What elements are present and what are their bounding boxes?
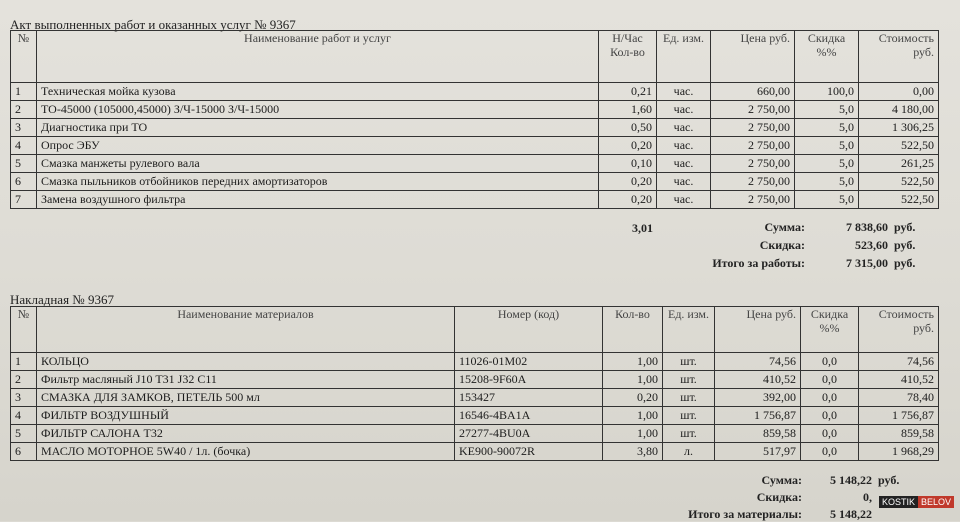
works-cell-unit: час. xyxy=(657,155,711,173)
materials-cell-unit: шт. xyxy=(663,353,715,371)
works-cell-cost: 4 180,00 xyxy=(859,101,939,119)
works-total-value: 7 315,00 xyxy=(846,256,888,270)
works-cell-num: 3 xyxy=(11,119,37,137)
materials-row xyxy=(11,353,939,371)
materials-sum-currency: руб. xyxy=(878,473,900,487)
works-discount-value: 523,60 xyxy=(855,238,888,252)
materials-cell-discount: 0,0 xyxy=(801,407,859,425)
materials-cell-price: 410,52 xyxy=(715,371,801,389)
works-header-discount: Скидка %% xyxy=(795,31,859,83)
materials-cell-price: 74,56 xyxy=(715,353,801,371)
works-cell-unit: час. xyxy=(657,101,711,119)
works-sum-currency: руб. xyxy=(894,220,916,234)
materials-cell-num: 5 xyxy=(11,425,37,443)
works-cell-name: Диагностика при ТО xyxy=(37,119,599,137)
materials-row xyxy=(11,443,939,461)
works-header-unit: Ед. изм. xyxy=(657,31,711,83)
works-cell-discount: 5,0 xyxy=(795,191,859,209)
works-cell-cost: 0,00 xyxy=(859,83,939,101)
works-cell-unit: час. xyxy=(657,119,711,137)
works-header-qty: Н/Час Кол-во xyxy=(599,31,657,83)
works-header-name: Наименование работ и услуг xyxy=(37,31,599,83)
materials-title: Накладная № 9367 xyxy=(10,292,114,307)
materials-cell-name: Фильтр масляный J10 T31 J32 C11 xyxy=(37,371,455,389)
materials-cell-code: 16546-4BA1A xyxy=(455,407,603,425)
works-cell-discount: 100,0 xyxy=(795,83,859,101)
materials-cell-price: 392,00 xyxy=(715,389,801,407)
works-cell-price: 2 750,00 xyxy=(711,155,795,173)
materials-cell-num: 3 xyxy=(11,389,37,407)
works-cell-name: Опрос ЭБУ xyxy=(37,137,599,155)
works-cell-name: Смазка манжеты рулевого вала xyxy=(37,155,599,173)
materials-cell-code: 15208-9F60A xyxy=(455,371,603,389)
works-total-qty: 3,01 xyxy=(632,221,653,235)
works-header-cost: Стоимость руб. xyxy=(859,31,939,83)
works-cell-qty: 0,20 xyxy=(599,191,657,209)
works-sum-value: 7 838,60 xyxy=(846,220,888,234)
works-cell-num: 7 xyxy=(11,191,37,209)
materials-row xyxy=(11,407,939,425)
materials-cell-discount: 0,0 xyxy=(801,353,859,371)
materials-cell-name: ФИЛЬТР САЛОНА T32 xyxy=(37,425,455,443)
works-cell-name: Смазка пыльников отбойников передних амортизаторов xyxy=(37,173,599,191)
works-cell-qty: 0,50 xyxy=(599,119,657,137)
works-cell-name: ТО-45000 (105000,45000) З/Ч-15000 З/Ч-15000 xyxy=(37,101,599,119)
materials-cell-name: МАСЛО МОТОРНОЕ 5W40 / 1л. (бочка) xyxy=(37,443,455,461)
works-cell-num: 4 xyxy=(11,137,37,155)
materials-cell-price: 859,58 xyxy=(715,425,801,443)
works-cell-num: 2 xyxy=(11,101,37,119)
materials-cell-num: 2 xyxy=(11,371,37,389)
works-row xyxy=(11,137,939,155)
works-cell-cost: 261,25 xyxy=(859,155,939,173)
materials-header-unit: Ед. изм. xyxy=(663,307,715,353)
materials-cell-name: ФИЛЬТР ВОЗДУШНЫЙ xyxy=(37,407,455,425)
materials-header-name: Наименование материалов xyxy=(37,307,455,353)
works-cell-unit: час. xyxy=(657,191,711,209)
materials-cell-qty: 1,00 xyxy=(603,371,663,389)
materials-cell-qty: 1,00 xyxy=(603,407,663,425)
materials-cell-code: 27277-4BU0A xyxy=(455,425,603,443)
materials-cell-cost: 74,56 xyxy=(859,353,939,371)
materials-cell-cost: 859,58 xyxy=(859,425,939,443)
works-row xyxy=(11,191,939,209)
works-cell-discount: 5,0 xyxy=(795,173,859,191)
materials-header-cost: Стоимость руб. xyxy=(859,307,939,353)
works-cell-name: Техническая мойка кузова xyxy=(37,83,599,101)
materials-cell-discount: 0,0 xyxy=(801,389,859,407)
works-total-label: Итого за работы: xyxy=(712,256,805,270)
works-cell-cost: 522,50 xyxy=(859,173,939,191)
works-title: Акт выполненных работ и оказанных услуг № 9367 xyxy=(10,17,296,32)
materials-row xyxy=(11,389,939,407)
works-cell-discount: 5,0 xyxy=(795,155,859,173)
materials-cell-unit: шт. xyxy=(663,407,715,425)
materials-cell-code: 11026-01M02 xyxy=(455,353,603,371)
works-cell-price: 660,00 xyxy=(711,83,795,101)
works-cell-num: 1 xyxy=(11,83,37,101)
works-row xyxy=(11,119,939,137)
materials-cell-price: 517,97 xyxy=(715,443,801,461)
works-cell-unit: час. xyxy=(657,173,711,191)
materials-cell-qty: 0,20 xyxy=(603,389,663,407)
works-cell-qty: 0,21 xyxy=(599,83,657,101)
works-discount-label: Скидка: xyxy=(759,238,805,252)
works-cell-qty: 1,60 xyxy=(599,101,657,119)
works-cell-price: 2 750,00 xyxy=(711,101,795,119)
works-cell-name: Замена воздушного фильтра xyxy=(37,191,599,209)
works-cell-cost: 1 306,25 xyxy=(859,119,939,137)
materials-cell-num: 1 xyxy=(11,353,37,371)
materials-header-code: Номер (код) xyxy=(455,307,603,353)
materials-header-qty: Кол-во xyxy=(603,307,663,353)
works-sum-label: Сумма: xyxy=(764,220,805,234)
materials-discount-value: 0, xyxy=(863,490,872,504)
works-table xyxy=(10,30,939,209)
watermark-line2: BELOV xyxy=(918,496,954,508)
materials-cell-discount: 0,0 xyxy=(801,443,859,461)
works-cell-unit: час. xyxy=(657,137,711,155)
works-cell-price: 2 750,00 xyxy=(711,137,795,155)
materials-row xyxy=(11,371,939,389)
works-cell-cost: 522,50 xyxy=(859,137,939,155)
materials-sum-label: Сумма: xyxy=(761,473,802,487)
materials-cell-cost: 410,52 xyxy=(859,371,939,389)
works-cell-qty: 0,20 xyxy=(599,137,657,155)
materials-cell-unit: шт. xyxy=(663,389,715,407)
materials-header-price: Цена руб. xyxy=(715,307,801,353)
materials-cell-cost: 1 756,87 xyxy=(859,407,939,425)
materials-total-label: Итого за материалы: xyxy=(688,507,802,521)
works-cell-qty: 0,10 xyxy=(599,155,657,173)
materials-table xyxy=(10,306,939,461)
works-cell-cost: 522,50 xyxy=(859,191,939,209)
materials-header-num: № xyxy=(11,307,37,353)
materials-sum-value: 5 148,22 xyxy=(830,473,872,487)
works-row xyxy=(11,155,939,173)
works-header-row xyxy=(11,31,939,83)
materials-row xyxy=(11,425,939,443)
works-row xyxy=(11,101,939,119)
works-cell-price: 2 750,00 xyxy=(711,119,795,137)
works-cell-discount: 5,0 xyxy=(795,101,859,119)
works-row xyxy=(11,83,939,101)
watermark-line1: KOSTIK xyxy=(879,496,918,508)
materials-cell-discount: 0,0 xyxy=(801,371,859,389)
works-total-currency: руб. xyxy=(894,256,916,270)
materials-cell-price: 1 756,87 xyxy=(715,407,801,425)
materials-cell-code: 153427 xyxy=(455,389,603,407)
works-cell-unit: час. xyxy=(657,83,711,101)
materials-cell-qty: 3,80 xyxy=(603,443,663,461)
works-header-price: Цена руб. xyxy=(711,31,795,83)
materials-discount-label: Скидка: xyxy=(756,490,802,504)
materials-cell-qty: 1,00 xyxy=(603,353,663,371)
materials-cell-unit: шт. xyxy=(663,425,715,443)
watermark-logo xyxy=(879,496,954,508)
materials-cell-unit: л. xyxy=(663,443,715,461)
works-discount-currency: руб. xyxy=(894,238,916,252)
materials-header-discount: Скидка %% xyxy=(801,307,859,353)
works-cell-discount: 5,0 xyxy=(795,137,859,155)
materials-cell-discount: 0,0 xyxy=(801,425,859,443)
materials-cell-name: КОЛЬЦО xyxy=(37,353,455,371)
materials-cell-name: СМАЗКА ДЛЯ ЗАМКОВ, ПЕТЕЛЬ 500 мл xyxy=(37,389,455,407)
works-header-num: № xyxy=(11,31,37,83)
materials-cell-cost: 1 968,29 xyxy=(859,443,939,461)
works-cell-discount: 5,0 xyxy=(795,119,859,137)
materials-cell-unit: шт. xyxy=(663,371,715,389)
works-cell-num: 5 xyxy=(11,155,37,173)
materials-total-value: 5 148,22 xyxy=(830,507,872,521)
works-cell-num: 6 xyxy=(11,173,37,191)
materials-cell-num: 4 xyxy=(11,407,37,425)
materials-cell-num: 6 xyxy=(11,443,37,461)
works-cell-price: 2 750,00 xyxy=(711,173,795,191)
works-row xyxy=(11,173,939,191)
materials-cell-qty: 1,00 xyxy=(603,425,663,443)
materials-cell-cost: 78,40 xyxy=(859,389,939,407)
works-cell-price: 2 750,00 xyxy=(711,191,795,209)
materials-cell-code: KE900-90072R xyxy=(455,443,603,461)
works-cell-qty: 0,20 xyxy=(599,173,657,191)
materials-header-row xyxy=(11,307,939,353)
